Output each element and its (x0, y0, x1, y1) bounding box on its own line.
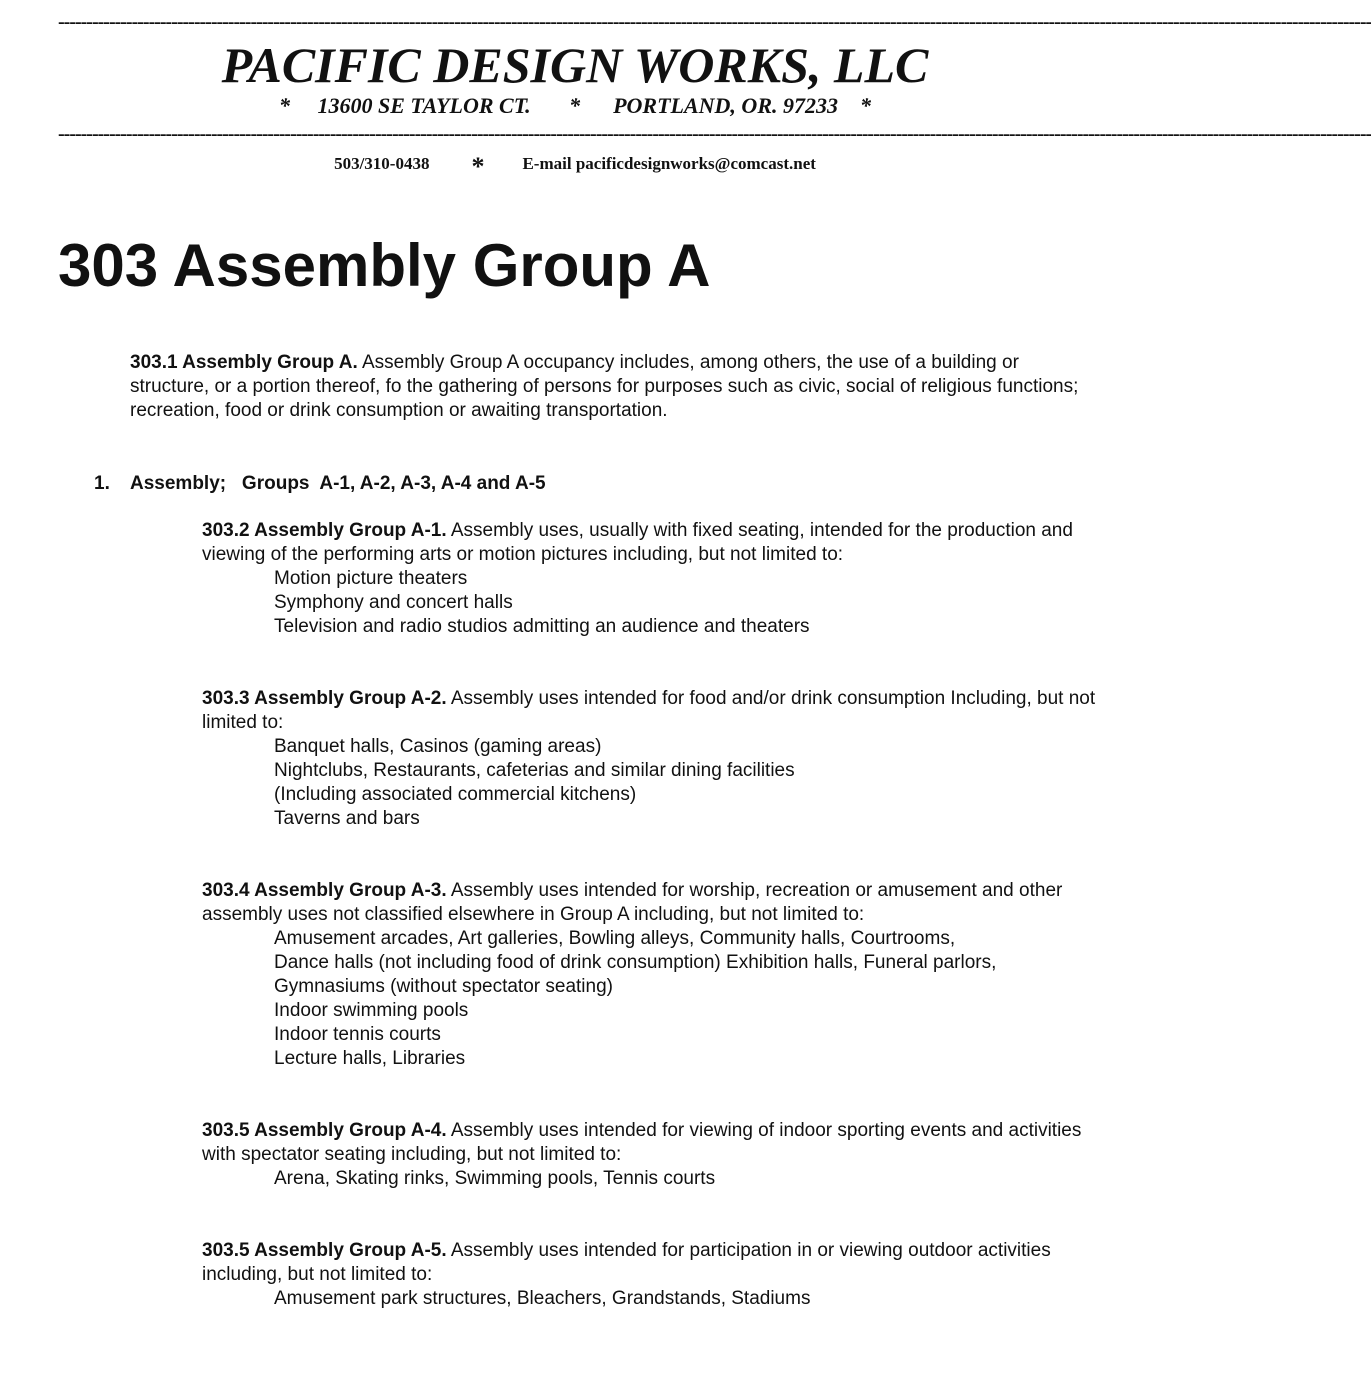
letterhead-bottom-rule: ---------------------------------------------------------------------------------------------------------------------------------------------------------------------------------------------------------------------------------------- (58, 123, 1371, 145)
list-item: Symphony and concert halls (274, 592, 513, 613)
email-address: E-mail pacificdesignworks@comcast.net (522, 154, 816, 173)
contact-line (0, 150, 1150, 181)
list-item: Motion picture theaters (274, 568, 468, 589)
list-item: Nightclubs, Restaurants, cafeterias and similar dining facilities (274, 760, 795, 781)
section-group-a2 (202, 687, 1102, 831)
section-text: Assembly uses intended for food and/or drink consumption Including, but not limited to: (202, 688, 1096, 733)
section-heading: 303.4 Assembly Group A-3. (202, 880, 447, 901)
list-item: Amusement park structures, Bleachers, Grandstands, Stadiums (274, 1288, 811, 1309)
section-paragraph (202, 519, 1102, 567)
section-text: Assembly uses, usually with fixed seating, intended for the production and viewing of the performing arts or motion pictures including, but not limited to: (202, 520, 1073, 565)
section-items (202, 927, 1102, 1071)
section-heading: 303.3 Assembly Group A-2. (202, 688, 447, 709)
list-item: Dance halls (not including food of drink consumption) Exhibition halls, Funeral parlors, (274, 952, 997, 973)
section-paragraph (202, 687, 1102, 735)
list-number: 1. (94, 473, 110, 494)
section-paragraph (202, 1239, 1102, 1287)
section-text: Assembly uses intended for worship, recreation or amusement and other assembly uses not classified elsewhere in Group A including, but not limited to: (202, 880, 1063, 925)
list-item: Arena, Skating rinks, Swimming pools, Tennis courts (274, 1168, 716, 1189)
letterhead-top-rule: ---------------------------------------------------------------------------------------------------------------------------------------------------------------------------------------------------------------------------------------- (58, 11, 1371, 33)
intro-paragraph (130, 351, 1090, 423)
list-heading-text: Assembly; Groups A-1, A-2, A-3, A-4 and A-5 (130, 473, 546, 494)
section-group-a4 (202, 1119, 1102, 1191)
list-item: Indoor swimming pools (274, 1000, 469, 1021)
section-paragraph (202, 879, 1102, 927)
intro-text: Assembly Group A occupancy includes, among others, the use of a building or structure, or a portion thereof, fo the gathering of persons for purposes such as civic, social of religious functions; recreation, food or drink consumption or awaiting transportation. (130, 352, 1079, 421)
list-item: Lecture halls, Libraries (274, 1048, 466, 1069)
section-text: Assembly uses intended for viewing of indoor sporting events and activities with spectator seating including, but not limited to: (202, 1120, 1082, 1165)
page-title: 303 Assembly Group A (58, 232, 711, 299)
section-items (202, 1167, 1102, 1191)
section-group-a3 (202, 879, 1102, 1071)
section-items (202, 735, 1102, 831)
section-items (202, 1287, 1102, 1311)
list-item: Banquet halls, Casinos (gaming areas) (274, 736, 602, 757)
company-address: * 13600 SE TAYLOR CT. * PORTLAND, OR. 97233 * (278, 93, 871, 118)
intro-heading: 303.1 Assembly Group A. (130, 352, 358, 373)
list-item: Gymnasiums (without spectator seating) (274, 976, 613, 997)
list-item: Amusement arcades, Art galleries, Bowling alleys, Community halls, Courtrooms, (274, 928, 956, 949)
phone-number: 503/310-0438 (334, 154, 430, 173)
section-heading: 303.5 Assembly Group A-4. (202, 1120, 447, 1141)
section-text: Assembly uses intended for participation in or viewing outdoor activities including, but not limited to: (202, 1240, 1051, 1285)
company-name: PACIFIC DESIGN WORKS, LLC (221, 37, 929, 93)
list-item: Indoor tennis courts (274, 1024, 441, 1045)
list-item: (Including associated commercial kitchens) (274, 784, 637, 805)
section-group-a1 (202, 519, 1102, 639)
section-heading: 303.2 Assembly Group A-1. (202, 520, 447, 541)
list-item: Taverns and bars (274, 808, 420, 829)
list-heading (94, 472, 546, 496)
section-items (202, 567, 1102, 639)
list-item: Television and radio studios admitting an audience and theaters (274, 616, 810, 637)
section-heading: 303.5 Assembly Group A-5. (202, 1240, 447, 1261)
section-group-a5 (202, 1239, 1102, 1311)
contact-separator: * (471, 152, 485, 181)
section-paragraph (202, 1119, 1102, 1167)
